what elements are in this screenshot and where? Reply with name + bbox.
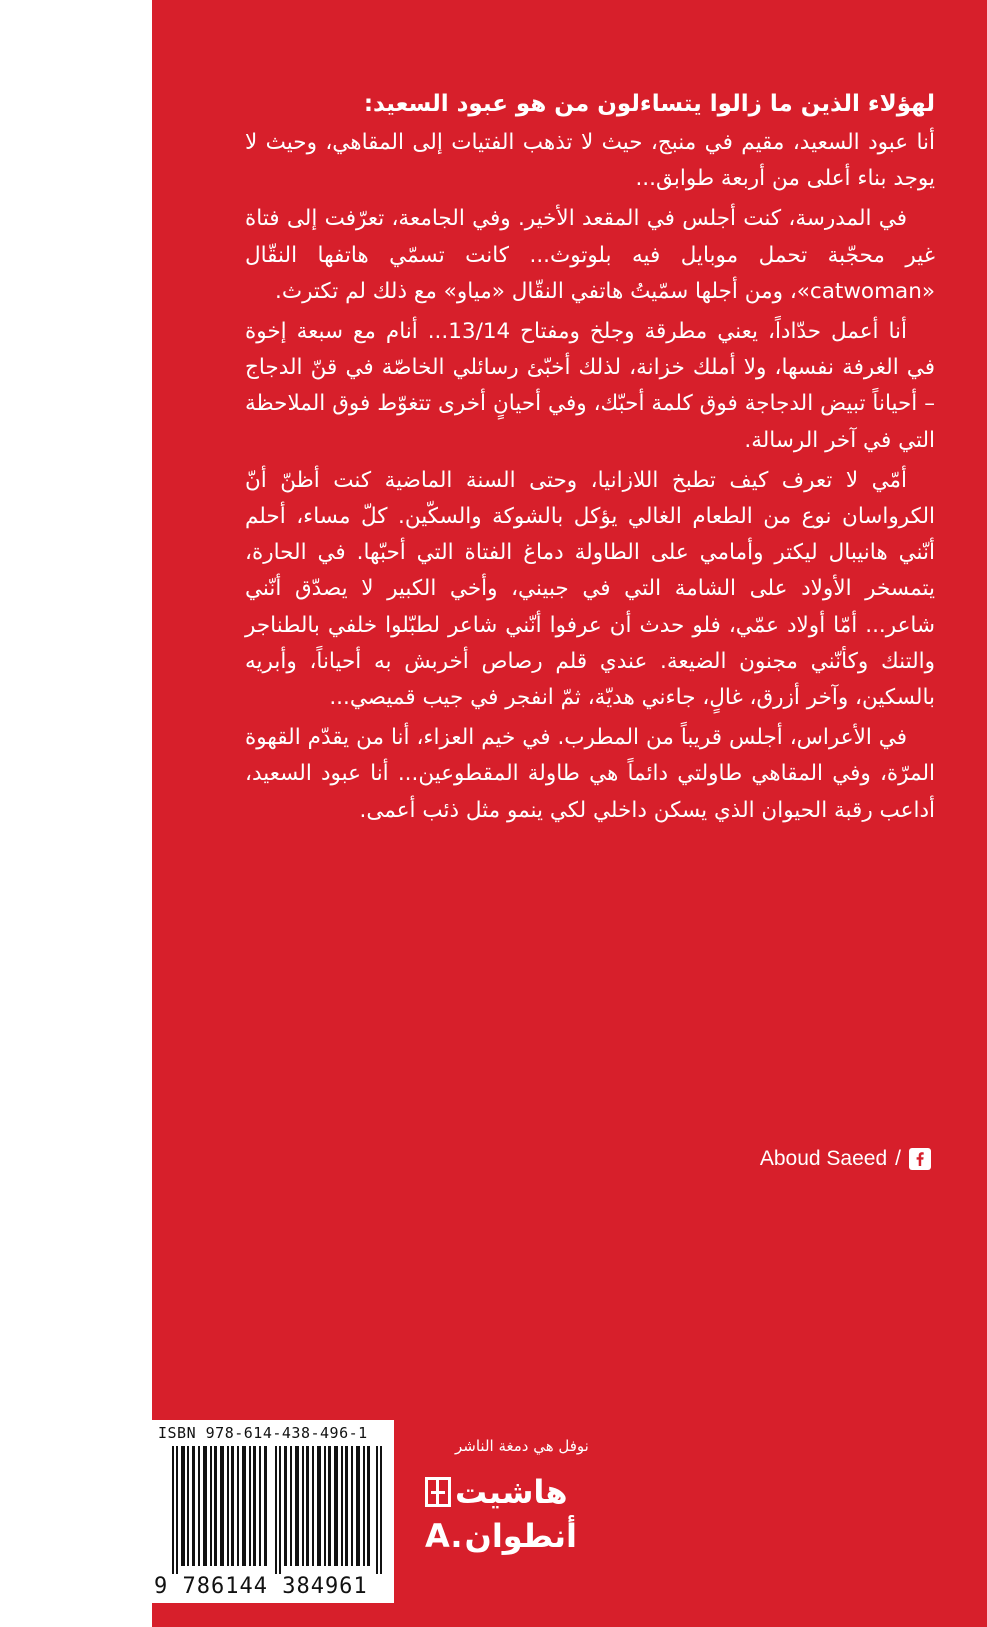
publisher-tagline: نوفل هي دمغة الناشر xyxy=(455,1437,589,1455)
author-social-link[interactable] xyxy=(760,1147,931,1171)
barcode-box xyxy=(152,1420,394,1603)
facebook-icon xyxy=(909,1148,931,1170)
barcode-icon xyxy=(172,1446,384,1574)
isbn-digits: 9 786144 384961 xyxy=(154,1574,368,1599)
author-social-name: Aboud Saeed xyxy=(759,1147,888,1170)
isbn-label: ISBN 978-614-438-496-1 xyxy=(158,1424,368,1442)
hachette-logo-icon xyxy=(425,1477,451,1507)
blurb-paragraph: أنا أعمل حدّاداً، يعني مطرقة وجلخ ومفتاح 13/14... أنام مع سبعة إخوة في الغرفة نفسها، ولا أملك خزانة، لذلك أخبّئ رسائلي الخاصّة في قنّ الدجاج – أحياناً تبيض الدجاجة فوق كلمة أحبّك، وفي أحيانٍ أخرى تتغوّط فوق الملاحظة التي في آخر الرسالة. xyxy=(245,319,935,453)
publisher-name-antoine: أنطوان xyxy=(464,1517,578,1555)
blurb-paragraph: في الأعراس، أجلس قريباً من المطرب. في خيم العزاء، أنا من يقدّم القهوة المرّة، وفي المقاهي طاولتي دائماً هي طاولة المقطوعين... أنا عبود السعيد، أداعب رقبة الحيوان الذي يسكن داخلي لكي ينمو مثل ذئب أعمى. xyxy=(245,725,935,823)
blurb-paragraph: في المدرسة، كنت أجلس في المقعد الأخير. وفي الجامعة، تعرّفت إلى فتاة غير محجّبة تحمل موبايل فيه بلوتوث... كانت تسمّي هاتفها النقّال «catwoman»، ومن أجلها سمّيتُ هاتفي النقّال «مياو» مع ذلك لم تكترث. xyxy=(245,206,935,304)
blurb-paragraph: أنا عبود السعيد، مقيم في منبج، حيث لا تذهب الفتيات إلى المقاهي، وحيث لا يوجد بناء أعلى من أربعة طوابق... xyxy=(245,130,935,192)
blurb-paragraph: أمّي لا تعرف كيف تطبخ اللازانيا، وحتى السنة الماضية كنت أظنّ أنّ الكرواسان نوع من الطعام الغالي يؤكل بالشوكة والسكّين. كلّ مساء، أحلم أنّني هانيبال ليكتر وأمامي على الطاولة دماغ الفتاة التي أحبّها. في الحارة، يتمسخر الأولاد على الشامة التي في جبيني، وأخي الكبير لا يصدّق أنّني شاعر... أمّا أولاد عمّي، فلو حدث أن عرفوا أنّني شاعر لطبّلوا خلفي بالطناجر والتنك وكأنّني مجنون الضيعة. عندي قلم رصاص أخربش به أحياناً، وأبريه بالسكين، وآخر أزرق، غالٍ، جاءني هديّة، ثمّ انفجر في جيب قميصي... xyxy=(245,467,935,711)
publisher-block xyxy=(425,1437,625,1555)
blurb-heading: لهؤلاء الذين ما زالوا يتساءلون من هو عبود السعيد: xyxy=(363,91,935,117)
blurb-text xyxy=(245,86,935,833)
publisher-name-line2 xyxy=(425,1517,577,1555)
publisher-name-hachette: هاشيت xyxy=(455,1473,568,1511)
antoine-logo-icon: A. xyxy=(425,1517,463,1555)
social-separator: / xyxy=(895,1147,901,1170)
publisher-name-line1 xyxy=(425,1473,568,1511)
